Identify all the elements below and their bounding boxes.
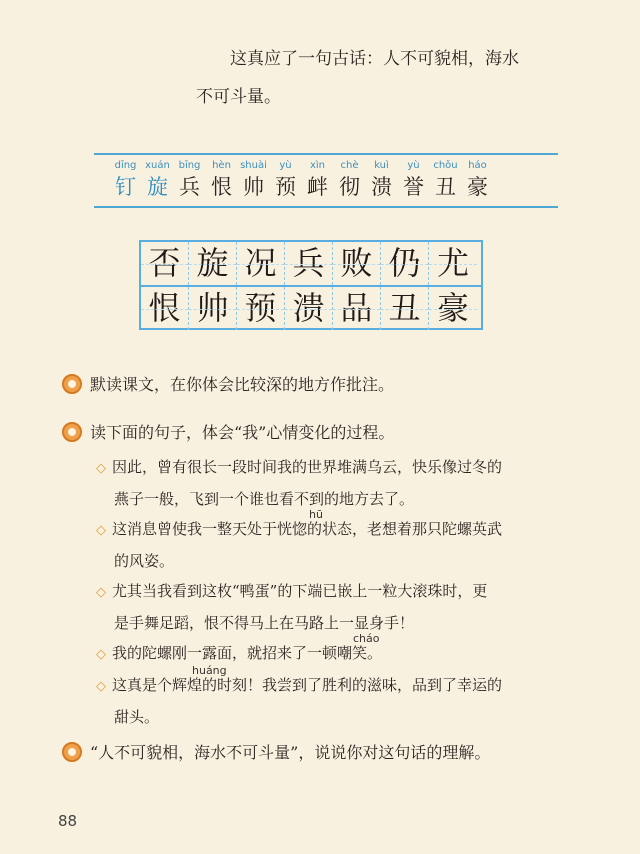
grid-cell: 预 bbox=[237, 287, 285, 330]
grid-row-1 bbox=[141, 242, 477, 285]
vocab-pinyin: bīng bbox=[178, 160, 201, 171]
vocab-item bbox=[270, 158, 301, 200]
vocab-character: 溃 bbox=[371, 175, 392, 199]
sentence-2-line-1: 这消息曾使我一整天处于恍惚的状态，老想着那只陀螺英武 bbox=[112, 520, 503, 538]
vocab-item bbox=[366, 158, 397, 200]
sentence-1 bbox=[96, 452, 572, 514]
vocab-character: 钉 bbox=[115, 175, 136, 199]
vocab-pinyin: yù bbox=[279, 160, 292, 171]
vocab-item bbox=[174, 158, 205, 200]
vocab-item bbox=[302, 158, 333, 200]
vocab-item bbox=[462, 158, 493, 200]
grid-cell: 帅 bbox=[189, 287, 237, 330]
vocab-character: 衅 bbox=[307, 175, 328, 199]
sentence-3-line-1: 尤其当我看到这枚“鸭蛋”的下端已嵌上一粒大滚珠时，更 bbox=[112, 582, 488, 600]
vocab-item bbox=[430, 158, 461, 200]
question-bullet-icon bbox=[62, 374, 82, 394]
vocab-item bbox=[238, 158, 269, 200]
diamond-bullet-icon: ◇ bbox=[96, 647, 106, 662]
vocab-item bbox=[110, 158, 141, 200]
pinyin-annotation: hū bbox=[309, 508, 323, 521]
vocab-pinyin: xuán bbox=[145, 160, 170, 171]
vocab-item bbox=[142, 158, 173, 200]
vocab-top-rule bbox=[94, 153, 558, 155]
vocab-character: 豪 bbox=[467, 175, 488, 199]
intro-line-1: 这真应了一句古话：人不可貌相，海水 bbox=[230, 49, 519, 69]
grid-cell: 恨 bbox=[141, 287, 189, 330]
sentence-3 bbox=[96, 576, 572, 638]
sentence-1-line-2: 燕子一般，飞到一个谁也看不到的地方去了。 bbox=[114, 490, 415, 508]
sentence-1-line-1: 因此，曾有很长一段时间我的世界堆满乌云，快乐像过冬的 bbox=[112, 458, 503, 476]
sentence-4-line-1: 我的陀螺刚一露面，就招来了一顿嘲笑。 bbox=[112, 644, 383, 662]
diamond-bullet-icon: ◇ bbox=[96, 679, 106, 694]
sentence-5 bbox=[96, 664, 572, 732]
grid-row-2 bbox=[141, 287, 477, 330]
question-3-text: “人不可貌相，海水不可斗量”，说说你对这句话的理解。 bbox=[90, 743, 491, 762]
vocab-character: 帅 bbox=[243, 175, 264, 199]
vocab-pinyin: chǒu bbox=[433, 160, 458, 171]
grid-cell: 尤 bbox=[429, 242, 477, 285]
grid-cell: 仍 bbox=[381, 242, 429, 285]
vocab-item bbox=[206, 158, 237, 200]
sentence-5-line-1: 这真是个辉煌的时刻！我尝到了胜利的滋味，品到了幸运的 bbox=[112, 676, 503, 694]
vocab-pinyin: dīng bbox=[114, 160, 137, 171]
vocab-character: 恨 bbox=[211, 175, 232, 199]
vocab-pinyin: háo bbox=[468, 160, 487, 171]
pinyin-annotation: cháo bbox=[353, 632, 380, 645]
diamond-bullet-icon: ◇ bbox=[96, 585, 106, 600]
vocab-pinyin: kuì bbox=[374, 160, 389, 171]
grid-cell: 况 bbox=[237, 242, 285, 285]
vocab-character: 预 bbox=[275, 175, 296, 199]
grid-cell: 豪 bbox=[429, 287, 477, 330]
diamond-bullet-icon: ◇ bbox=[96, 523, 106, 538]
grid-cell: 败 bbox=[333, 242, 381, 285]
vocab-character: 兵 bbox=[179, 175, 200, 199]
sentence-4 bbox=[96, 632, 572, 670]
intro-line-2: 不可斗量。 bbox=[196, 87, 281, 107]
vocab-bottom-rule bbox=[94, 206, 558, 208]
vocab-item bbox=[398, 158, 429, 200]
sentence-3-line-2: 是手舞足蹈，恨不得马上在马路上一显身手！ bbox=[114, 614, 415, 632]
sentence-2-line-2: 的风姿。 bbox=[114, 552, 175, 570]
page-number: 88 bbox=[58, 812, 78, 830]
vocab-pinyin: xìn bbox=[309, 160, 326, 171]
question-1 bbox=[62, 372, 394, 395]
pinyin-annotation: huáng bbox=[192, 664, 227, 677]
question-bullet-icon bbox=[62, 742, 82, 762]
vocab-character: 旋 bbox=[147, 175, 168, 199]
vocab-item bbox=[334, 158, 365, 200]
sentence-5-line-2: 甜头。 bbox=[114, 708, 160, 726]
question-2 bbox=[62, 420, 394, 443]
question-1-text: 默读课文，在你体会比较深的地方作批注。 bbox=[90, 375, 395, 394]
vocab-character: 丑 bbox=[435, 175, 456, 199]
intro-paragraph bbox=[196, 40, 596, 116]
writing-grid bbox=[139, 240, 483, 330]
grid-cell: 旋 bbox=[189, 242, 237, 285]
grid-cell: 品 bbox=[333, 287, 381, 330]
diamond-bullet-icon: ◇ bbox=[96, 461, 106, 476]
grid-cell: 溃 bbox=[285, 287, 333, 330]
vocab-row bbox=[110, 158, 494, 200]
vocab-pinyin: yù bbox=[407, 160, 420, 171]
vocab-pinyin: hèn bbox=[212, 160, 231, 171]
vocab-pinyin: shuài bbox=[240, 160, 267, 171]
question-bullet-icon bbox=[62, 422, 82, 442]
vocab-pinyin: chè bbox=[340, 160, 359, 171]
question-2-text: 读下面的句子，体会“我”心情变化的过程。 bbox=[90, 423, 395, 442]
grid-cell: 兵 bbox=[285, 242, 333, 285]
grid-cell: 否 bbox=[141, 242, 189, 285]
grid-cell: 丑 bbox=[381, 287, 429, 330]
question-3 bbox=[62, 740, 490, 763]
sentence-2 bbox=[96, 508, 572, 576]
vocab-character: 彻 bbox=[339, 175, 360, 199]
vocab-character: 誉 bbox=[403, 175, 424, 199]
